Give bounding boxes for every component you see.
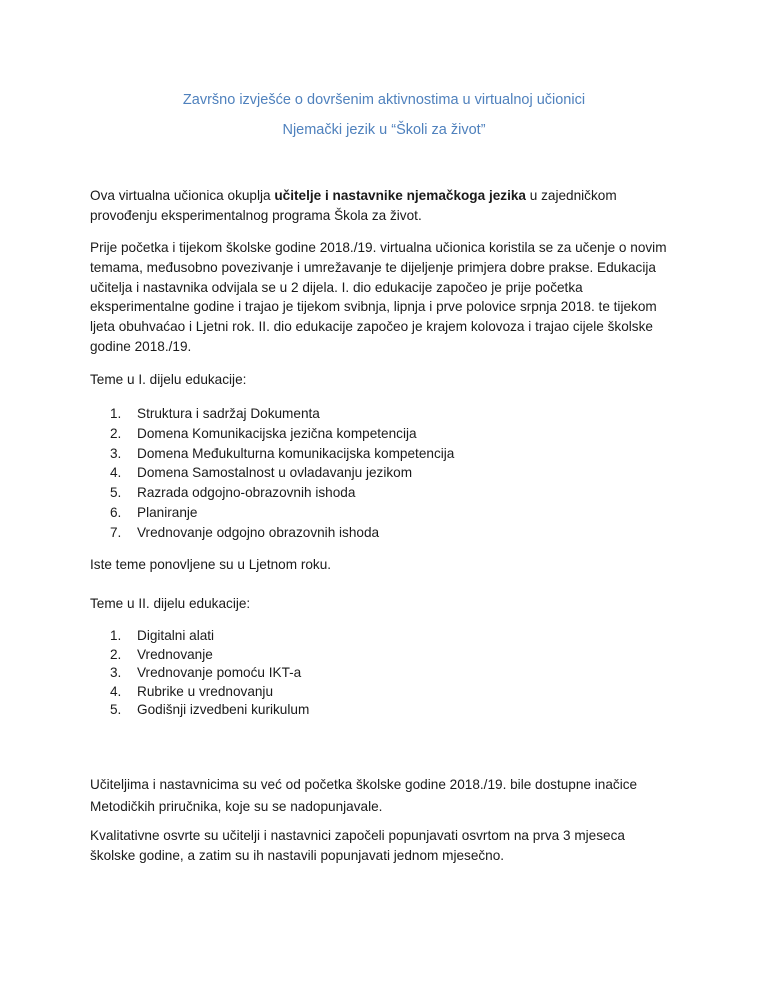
list-item <box>110 701 309 720</box>
education-line: godine 2018./19. <box>90 338 192 354</box>
intro-text-start: Ova virtualna učionica okuplja <box>90 188 275 203</box>
education-line: učitelja i nastavnika odvijala se u 2 dijela. I. dio edukacije započeo je prije početka <box>90 279 583 295</box>
reflections-paragraph <box>90 826 690 866</box>
summer-term-note: Iste teme ponovljene su u Ljetnom roku. <box>90 557 332 572</box>
list-number: 6. <box>110 504 122 520</box>
list-label: Vrednovanje <box>137 646 213 662</box>
list-number: 1. <box>110 406 122 421</box>
list-item <box>110 483 454 503</box>
list-number: 2. <box>110 646 122 662</box>
part1-heading: Teme u I. dijelu edukacije: <box>90 372 247 387</box>
list-label: Vrednovanje odgojno obrazovnih ishoda <box>137 524 380 540</box>
list-label: Godišnji izvedbeni kurikulum <box>137 702 310 717</box>
list-label: Digitalni alati <box>137 628 215 643</box>
reflections-line: Kvalitativne osvrte su učitelji i nastavnici započeli popunjavati osvrtom na prva 3 mjeseca <box>90 828 625 843</box>
education-line: Prije početka i tijekom školske godine 2018./19. virtualna učionica koristila se za učenje o novim <box>90 240 667 255</box>
reflections-line: školske godine, a zatim su ih nastavili popunjavati jednom mjesečno. <box>90 847 505 863</box>
part2-topic-list <box>110 627 309 720</box>
list-number: 3. <box>110 665 122 680</box>
education-paragraph <box>90 238 690 357</box>
list-item <box>110 683 309 702</box>
report-title: Završno izvješće o dovršenim aktivnostima u virtualnoj učionici <box>182 92 586 108</box>
manuals-line: Učiteljima i nastavnicima su već od početka školske godine 2018./19. bile dostupne inačice <box>90 777 638 792</box>
list-number: 3. <box>110 445 122 461</box>
list-item <box>110 503 454 523</box>
list-label: Vrednovanje pomoću IKT-a <box>137 665 302 680</box>
part2-heading: Teme u II. dijelu edukacije: <box>90 596 251 611</box>
list-label: Rubrike u vrednovanju <box>137 683 274 699</box>
manuals-line: Metodičkih priručnika, koje su se nadopunjavale. <box>90 799 383 814</box>
report-subtitle: Njemački jezik u “Školi za život” <box>282 122 486 138</box>
manuals-paragraph <box>90 774 690 818</box>
list-number: 1. <box>110 628 122 643</box>
list-item <box>110 523 454 543</box>
intro-emphasis: učitelje i nastavnike njemačkoga jezika <box>274 188 526 203</box>
intro-text-end: u zajedničkom <box>525 188 617 203</box>
list-label: Domena Komunikacijska jezična kompetencija <box>137 425 417 441</box>
education-line: eksperimentalne godine i trajao je tijekom svibnja, lipnja i prve polovice srpnja 2018. te tijekom <box>90 299 657 315</box>
list-item <box>110 664 309 683</box>
list-number: 2. <box>110 425 122 441</box>
list-item <box>110 646 309 665</box>
list-number: 7. <box>110 524 122 540</box>
list-item <box>110 627 309 646</box>
education-line: ljeta obuhvaćao i Ljetni rok. II. dio edukacije započeo je krajem kolovoza i trajao cijele školske <box>90 319 653 335</box>
intro-paragraph <box>90 186 690 226</box>
intro-line-2: provođenju eksperimentalnog programa Škola za život. <box>90 207 422 223</box>
list-number: 4. <box>110 683 122 699</box>
list-label: Struktura i sadržaj Dokumenta <box>137 406 320 421</box>
list-number: 5. <box>110 485 122 501</box>
list-label: Domena Samostalnost u ovladavanju jezikom <box>137 465 413 481</box>
list-number: 5. <box>110 702 122 717</box>
part1-topic-list <box>110 404 454 543</box>
education-line: temama, međusobno povezivanje i umrežavanje te dijeljenje primjera dobre prakse. Edukacija <box>90 259 656 275</box>
list-item <box>110 444 454 464</box>
list-item <box>110 404 454 424</box>
list-number: 4. <box>110 465 122 481</box>
list-label: Domena Međukulturna komunikacijska kompetencija <box>137 445 455 461</box>
list-label: Razrada odgojno-obrazovnih ishoda <box>137 485 356 501</box>
list-item <box>110 463 454 483</box>
list-label: Planiranje <box>137 504 198 520</box>
list-item <box>110 424 454 444</box>
